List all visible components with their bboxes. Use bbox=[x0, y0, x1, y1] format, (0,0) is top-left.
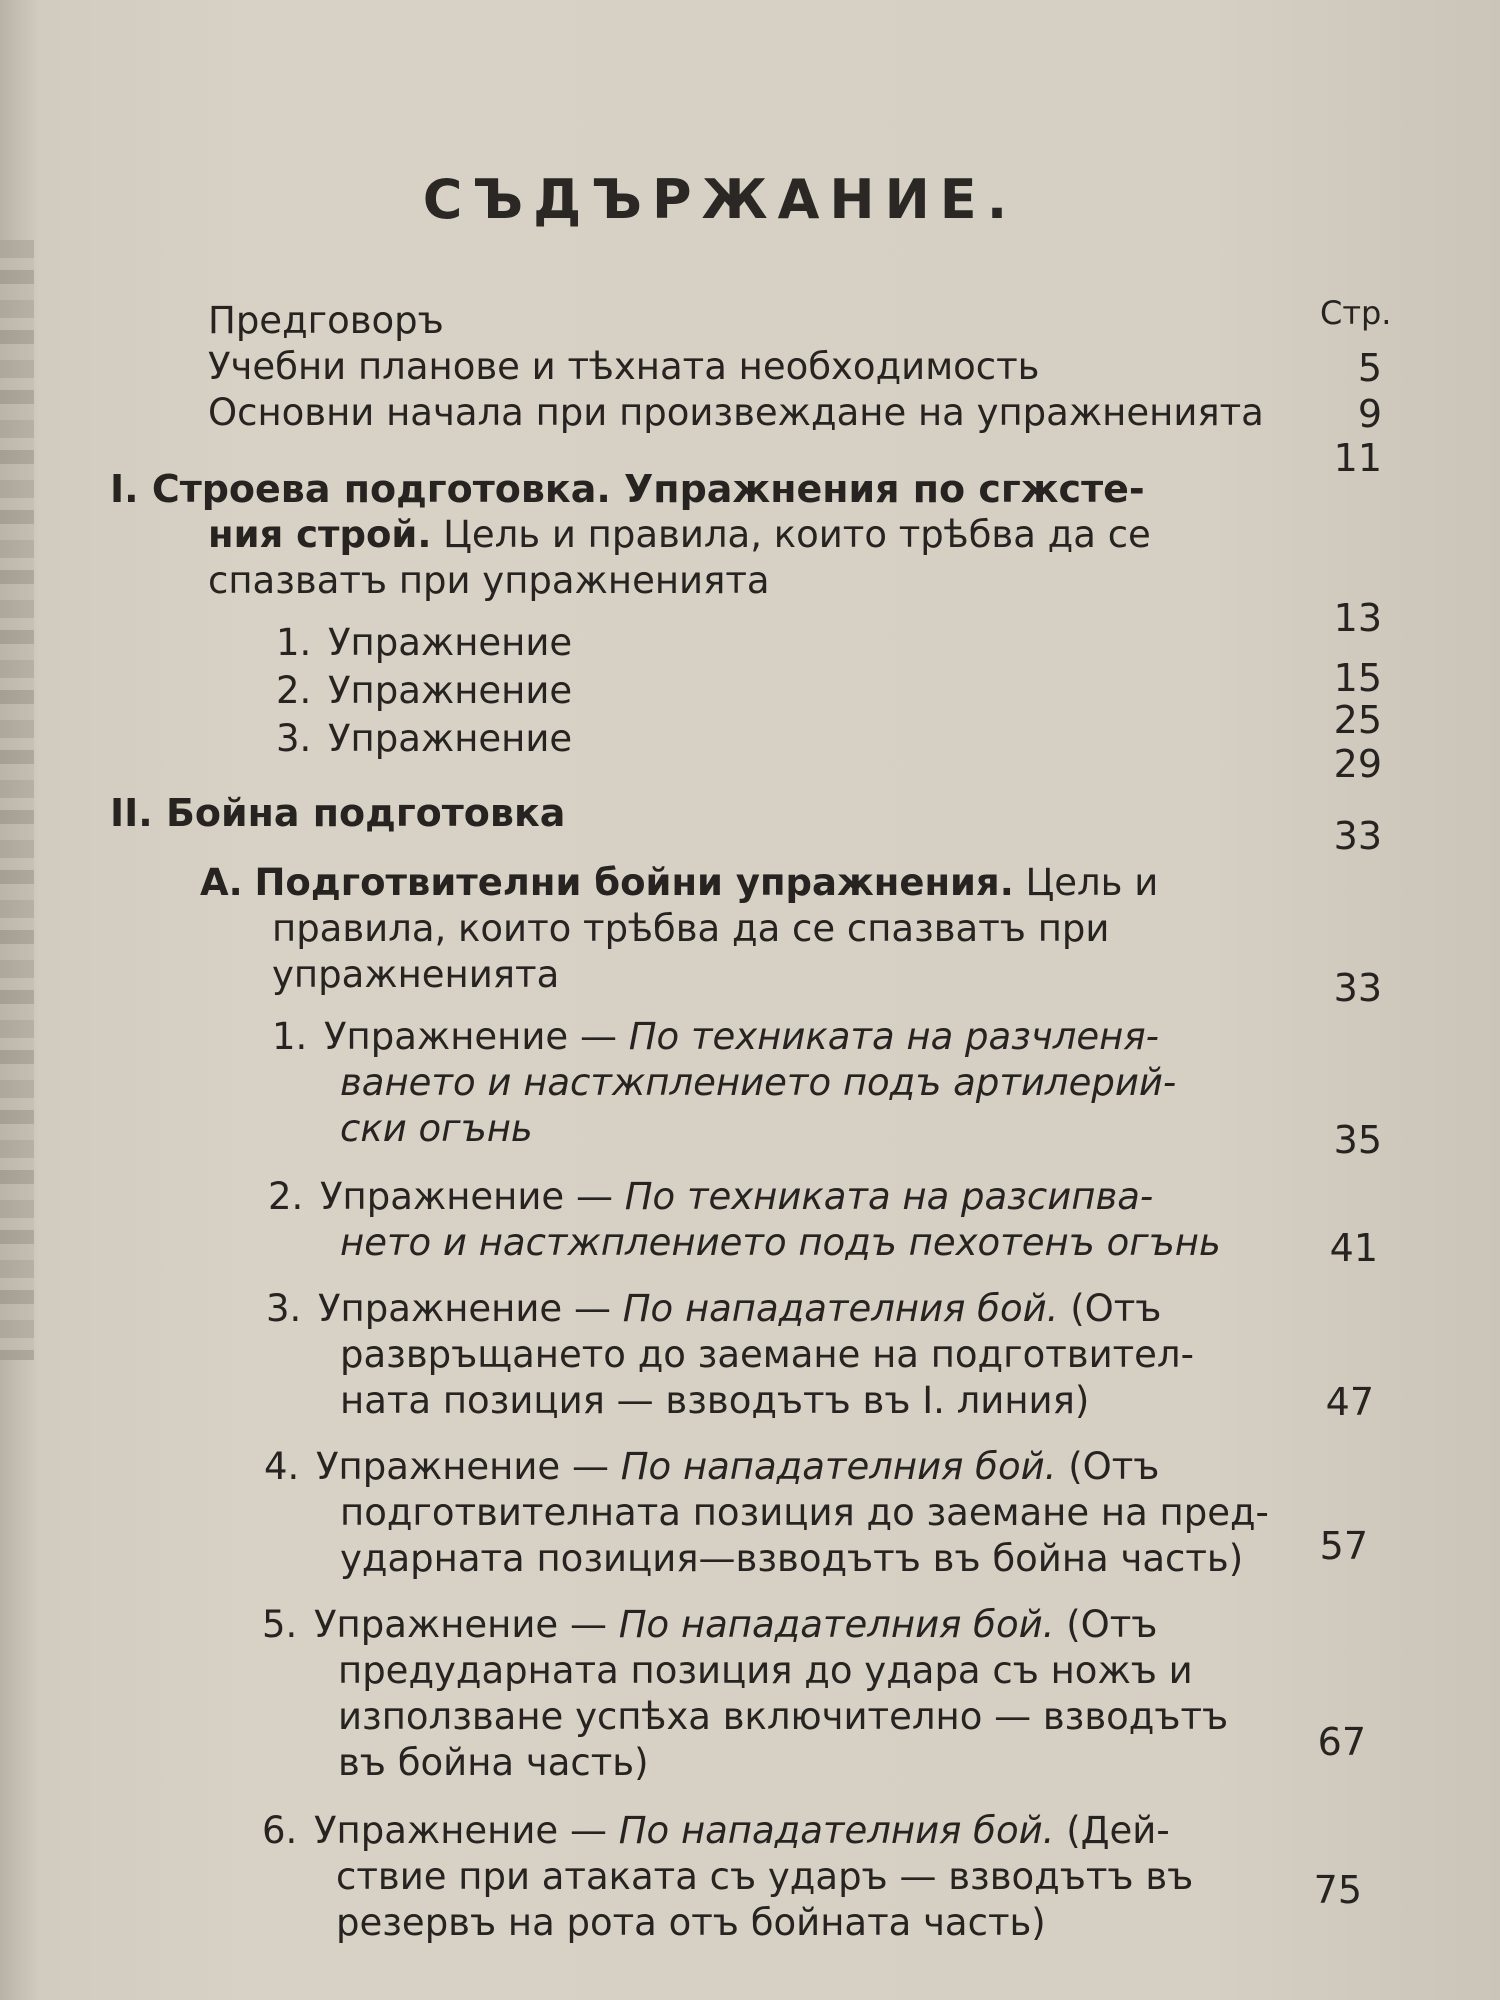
page-number: 33 bbox=[1333, 966, 1382, 1010]
exercise-entry bbox=[276, 716, 572, 762]
page-number: 75 bbox=[1313, 1868, 1362, 1912]
page-number: 29 bbox=[1333, 742, 1382, 786]
page-title: СЪДЪРЖАНИЕ. bbox=[422, 168, 1018, 231]
exercise-label: Упражнение — bbox=[314, 1809, 607, 1852]
exercise-label: Упражнение bbox=[328, 669, 573, 712]
exercise-entry bbox=[272, 1014, 1159, 1060]
exercise-note-line: предударната позиция до удара съ ножъ и bbox=[338, 1649, 1193, 1692]
exercise-note: (Отъ bbox=[1068, 1445, 1160, 1488]
exercise-topic-line: нето и настжплението подъ пехотенъ огънь bbox=[340, 1221, 1221, 1264]
page-number: 9 bbox=[1357, 392, 1382, 436]
subsection-letter: А. bbox=[200, 861, 243, 904]
page-number: 11 bbox=[1333, 436, 1382, 480]
exercise-topic: По нападателния бой. bbox=[620, 1445, 1057, 1488]
exercise-number: 6. bbox=[262, 1809, 298, 1852]
exercise-note-line: въ бойна часть) bbox=[338, 1741, 649, 1784]
exercise-note-line: използване успѣха включително — взводътъ bbox=[338, 1695, 1229, 1738]
exercise-entry bbox=[276, 668, 572, 714]
exercise-topic: По нападателния бой. bbox=[622, 1287, 1059, 1330]
subsection-title: Подготвителни бойни упражнения. bbox=[254, 861, 1014, 904]
section-heading bbox=[110, 466, 1145, 512]
page-number: 5 bbox=[1357, 346, 1382, 390]
subsection-description-line: правила, които трѣбва да се спазватъ при bbox=[272, 907, 1110, 950]
section-title-continued: ния строй. bbox=[208, 513, 432, 556]
exercise-entry bbox=[264, 1444, 1159, 1490]
exercise-note: (Дей- bbox=[1066, 1809, 1170, 1852]
exercise-label: Упражнение — bbox=[316, 1445, 609, 1488]
exercise-label: Упражнение — bbox=[320, 1175, 613, 1218]
exercise-entry bbox=[262, 1808, 1170, 1854]
exercise-number: 5. bbox=[262, 1603, 298, 1646]
exercise-note-line: развръщането до заемане на подготвител- bbox=[340, 1333, 1194, 1376]
exercise-label: Упражнение bbox=[328, 621, 573, 664]
exercise-topic: По техниката на разсипва- bbox=[624, 1175, 1154, 1218]
subsection-heading bbox=[200, 860, 1158, 906]
exercise-note: (Отъ bbox=[1070, 1287, 1162, 1330]
page-number: 67 bbox=[1317, 1720, 1366, 1764]
exercise-note-line: ствие при атаката съ ударъ — взводътъ въ bbox=[336, 1855, 1194, 1898]
exercise-topic: По нападателния бой. bbox=[618, 1809, 1055, 1852]
exercise-number: 1. bbox=[272, 1015, 308, 1058]
page-number: 15 bbox=[1333, 656, 1382, 700]
exercise-topic-line: ването и настжплението подъ артилерий- bbox=[340, 1061, 1177, 1104]
exercise-label: Упражнение — bbox=[314, 1603, 607, 1646]
exercise-topic: По нападателния бой. bbox=[618, 1603, 1055, 1646]
exercise-label: Упражнение — bbox=[324, 1015, 617, 1058]
page-number: 41 bbox=[1329, 1226, 1378, 1270]
section-title: Строева подготовка. Упражнения по сгжсте- bbox=[151, 467, 1145, 511]
page-number: 57 bbox=[1319, 1524, 1368, 1568]
section-description-line: спазватъ при упражненията bbox=[208, 559, 770, 602]
section-number: II. bbox=[110, 791, 153, 835]
toc-entry-curricula: Учебни планове и тѣхната необходимость bbox=[208, 345, 1040, 388]
exercise-entry bbox=[262, 1602, 1157, 1648]
exercise-number: 3. bbox=[276, 717, 312, 760]
section-description: Цель и правила, които трѣбва да се bbox=[443, 513, 1151, 556]
exercise-note-line: резервъ на рота отъ бойната часть) bbox=[336, 1901, 1046, 1944]
exercise-label: Упражнение bbox=[328, 717, 573, 760]
exercise-entry bbox=[268, 1174, 1153, 1220]
page-number: 47 bbox=[1325, 1380, 1374, 1424]
exercise-number: 2. bbox=[268, 1175, 304, 1218]
subsection-description-line: упражненията bbox=[272, 953, 560, 996]
section-number: I. bbox=[110, 467, 139, 511]
exercise-entry bbox=[276, 620, 572, 666]
page-number: 35 bbox=[1333, 1118, 1382, 1162]
torn-page-edge bbox=[0, 240, 34, 1360]
exercise-label: Упражнение — bbox=[318, 1287, 611, 1330]
exercise-note-line: ударната позиция—взводътъ въ бойна часть) bbox=[340, 1537, 1244, 1580]
exercise-number: 4. bbox=[264, 1445, 300, 1488]
exercise-entry bbox=[266, 1286, 1161, 1332]
exercise-note: (Отъ bbox=[1066, 1603, 1158, 1646]
section-title: Бойна подготовка bbox=[165, 791, 566, 835]
page-number: 25 bbox=[1333, 698, 1382, 742]
exercise-number: 1. bbox=[276, 621, 312, 664]
exercise-number: 3. bbox=[266, 1287, 302, 1330]
page-column-header: Стр. bbox=[1320, 294, 1392, 332]
page-number: 33 bbox=[1333, 814, 1382, 858]
exercise-topic-line: ски огънь bbox=[340, 1107, 533, 1150]
section-heading bbox=[110, 790, 565, 836]
toc-entry-preface: Предговоръ bbox=[208, 299, 444, 342]
subsection-description: Цель и bbox=[1025, 861, 1159, 904]
exercise-number: 2. bbox=[276, 669, 312, 712]
exercise-note-line: ната позиция — взводътъ въ I. линия) bbox=[340, 1379, 1090, 1422]
toc-entry-principles: Основни начала при произвеждане на упражненията bbox=[208, 391, 1264, 434]
exercise-topic: По техниката на разчленя- bbox=[628, 1015, 1159, 1058]
section-subtitle bbox=[208, 512, 1151, 558]
page-number: 13 bbox=[1333, 596, 1382, 640]
exercise-note-line: подготвителната позиция до заемане на пред- bbox=[340, 1491, 1269, 1534]
